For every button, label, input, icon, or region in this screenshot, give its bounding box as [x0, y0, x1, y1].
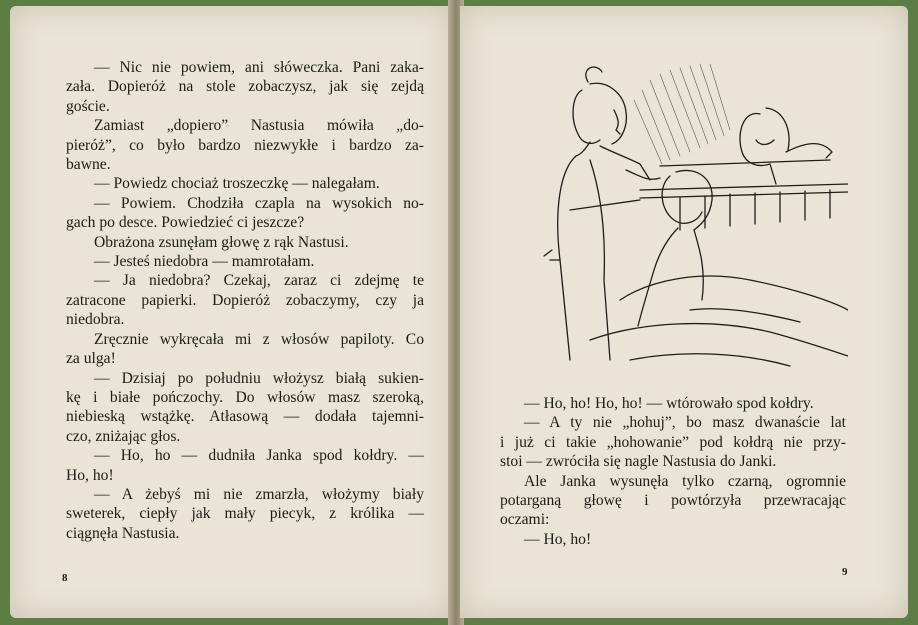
right-page-number: 9 [842, 566, 848, 578]
text-line: gach po desce. Powiedzieć ci jeszcze? [66, 214, 305, 232]
text-line: — Nic nie powiem, ani słóweczka. Pani zaka- [94, 59, 424, 76]
text-line: — Jesteś niedobra — mamrotałam. [94, 253, 315, 271]
text-line: ciągnęła Nastusia. [66, 524, 180, 542]
text-line: oczami: [500, 511, 550, 529]
text-line: — A żebyś mi nie zmarzła, włożymy biały [94, 485, 424, 503]
text-line: stoi — zwróciła się nagle Nastusia do Janki. [500, 453, 777, 471]
text-line: goście. [66, 97, 110, 115]
text-line: — A ty nie „hohuj”, bo masz dwanaście lat [524, 414, 846, 432]
text-line: bawne. [66, 156, 111, 174]
text-line: — Ho, ho — dudniła Janka spod kołdry. — [94, 447, 424, 465]
text-line: pieróż”, co było bardzo niezwykłe i bardzo za- [66, 136, 424, 154]
left-page-text [66, 58, 424, 543]
text-line: za ulga! [66, 350, 116, 368]
left-page [10, 6, 452, 618]
text-line: — Powiem. Chodziła czapla na wysokich no- [94, 194, 424, 212]
text-line: potarganą głowę i powtórzyła przewracając [500, 492, 846, 510]
text-line: Zręcznie wykręcała mi z włosów papiloty. Co [94, 330, 424, 348]
text-line: — Ho, ho! Ho, ho! — wtórowało spod kołdry. [524, 395, 814, 412]
text-line: Ale Janka wysunęła tylko czarną, ogromnie [524, 472, 846, 490]
right-page-text [500, 394, 846, 549]
text-line: Obrażona zsunęłam głowę z rąk Nastusi. [94, 233, 349, 251]
text-line: czo, zniżając głos. [66, 427, 181, 445]
illustration-nurse-and-children [530, 60, 848, 372]
left-page-number: 8 [62, 572, 68, 584]
text-line: Zamiast „dopiero” Nastusia mówiła „do- [94, 117, 424, 135]
text-line: niedobra. [66, 311, 125, 329]
text-line: kę i białe pończochy. Do włosów masz szeroką, [66, 388, 424, 406]
text-line: sweterek, ciepły jak mały piecyk, z królika — [66, 505, 424, 523]
text-line: — Ho, ho! [524, 530, 592, 548]
text-line: — Powiedz chociaż troszeczkę — nalegałam. [94, 175, 380, 193]
text-line: niebieską wstążkę. Atłasową — dodała tajemni- [66, 408, 424, 426]
text-line: Ho, ho! [66, 466, 114, 484]
text-line: — Dzisiaj po południu włożysz białą sukien- [94, 369, 424, 387]
text-line: — Ja niedobra? Czekaj, zaraz ci zdejmę te [94, 272, 424, 290]
text-line: i już ci takie „hohowanie” pod kołdrą nie przy- [500, 433, 846, 451]
right-page [460, 6, 908, 618]
text-line: zała. Dopieróż na stole zobaczysz, jak się zejdą [66, 78, 424, 96]
text-line: zatracone papierki. Dopieróż zobaczymy, czy ja [66, 291, 424, 309]
